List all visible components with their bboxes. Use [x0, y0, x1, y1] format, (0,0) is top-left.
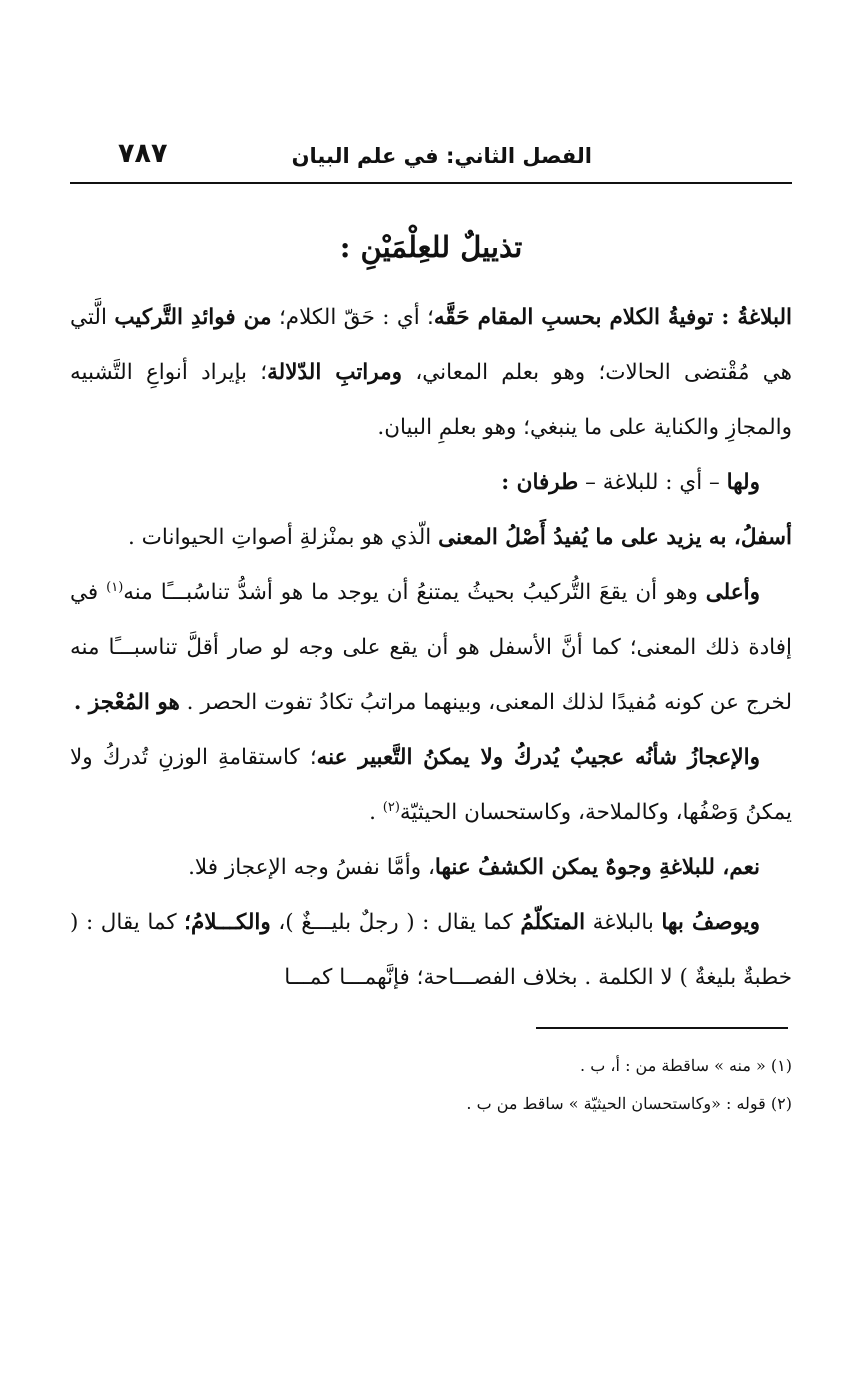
bold-phrase: نعم، للبلاغةِ وجوهٌ يمكن الكشفُ عنها — [434, 855, 760, 880]
paragraph-balagha-definition — [70, 290, 792, 455]
footnotes — [70, 1047, 792, 1123]
bold-phrase: والكـــلامُ؛ — [184, 910, 271, 935]
bold-phrase: ويوصفُ بها — [661, 910, 761, 935]
bold-phrase: وأعلى — [705, 580, 760, 605]
text-run: كما يقال : ( خطبةٌ بليغةٌ ) لا الكلمة . بخلاف الفصـــاحة؛ فإنَّهمـــا كمـــا — [70, 910, 792, 990]
section-title: تذييلٌ للعِلْمَيْنِ : — [339, 230, 523, 264]
bold-phrase: المتكلّمُ — [520, 910, 586, 935]
footnote-1: (١) « منه » ساقطة من : أ، ب . — [580, 1056, 792, 1075]
paragraph-aspects — [70, 840, 792, 895]
text-run: الَّتي هي مُقْتضى الحالات؛ وهو بعلم المعاني، — [70, 305, 792, 385]
text-run: بالبلاغة — [585, 910, 662, 935]
bold-phrase: هو المُعْجز . — [73, 690, 180, 715]
bold-phrase: طرفان : — [501, 470, 579, 495]
document-page — [70, 138, 792, 1123]
running-header — [70, 138, 792, 184]
bold-phrase: أسفلُ، به يزيد على ما يُفيدُ أَصْلُ المعنى — [438, 525, 792, 550]
text-run: كما يقال : ( رجلٌ بليـــغٌ )، — [270, 910, 521, 935]
paragraph-lower-extreme — [70, 510, 792, 565]
text-run: – أي : للبلاغة – — [578, 470, 727, 495]
text-run: ؛ أي : حَقّ الكلام؛ — [271, 305, 434, 330]
paragraph-inimitability — [70, 730, 792, 840]
footnote-divider — [536, 1027, 788, 1029]
bold-phrase: ومراتبِ الدّلالة — [267, 360, 403, 385]
page-number: ٧٨٧ — [118, 138, 168, 169]
footnote-marker-2[interactable]: (٢) — [382, 799, 400, 815]
text-run: الّذي هو بمنْزلةِ أصواتِ الحيوانات . — [128, 525, 439, 550]
paragraph-described — [70, 895, 792, 1005]
text-run: ، وأمَّا نفسُ وجه الإعجاز فلا. — [188, 855, 435, 880]
paragraph-two-extremes — [70, 455, 792, 510]
chapter-title: الفصل الثاني: في علم البيان — [291, 144, 592, 168]
bold-phrase: والإعجازُ شأنُه عجيبٌ يُدركُ ولا يمكنُ التَّعبير عنه — [316, 745, 760, 770]
paragraph-upper-extreme — [70, 565, 792, 730]
text-run: ؛ بإيراد أنواعِ التَّشبيه والمجازِ والكناية على ما ينبغي؛ وهو بعلمِ البيان. — [70, 360, 792, 440]
body-text — [70, 290, 792, 1005]
footnote-marker-1[interactable]: (١) — [106, 579, 124, 595]
text-run: في إفادة ذلك المعنى؛ كما أنَّ الأسفل هو أن يقع على وجه لو صار أقلَّ تناسبـــًا منه لخرج عن كونه مُفيدًا لذلك المعنى، وبينهما مراتبُ تكادُ تفوت الحصر . — [70, 580, 792, 715]
text-run: وهو أن يقعَ التُّركيبُ بحيثُ يمتنعُ أن يوجد ما هو أشدُّ تناسُبـــًا منه — [123, 580, 706, 605]
bold-phrase: البلاغةُ : توفيةُ الكلام بحسبِ المقام حَقَّه — [433, 305, 792, 330]
bold-phrase: من فوائدِ التَّركيب — [114, 305, 272, 330]
bold-phrase: ولها — [726, 470, 760, 495]
text-run: . — [369, 800, 383, 825]
text-run: ؛ كاستقامةِ الوزنِ تُدركُ ولا يمكنُ وَصْفُها، وكالملاحة، وكاستحسان الحيثيّة — [70, 745, 792, 825]
footnote-2: (٢) قوله : «وكاستحسان الحيثيّة » ساقط من ب . — [466, 1094, 792, 1113]
